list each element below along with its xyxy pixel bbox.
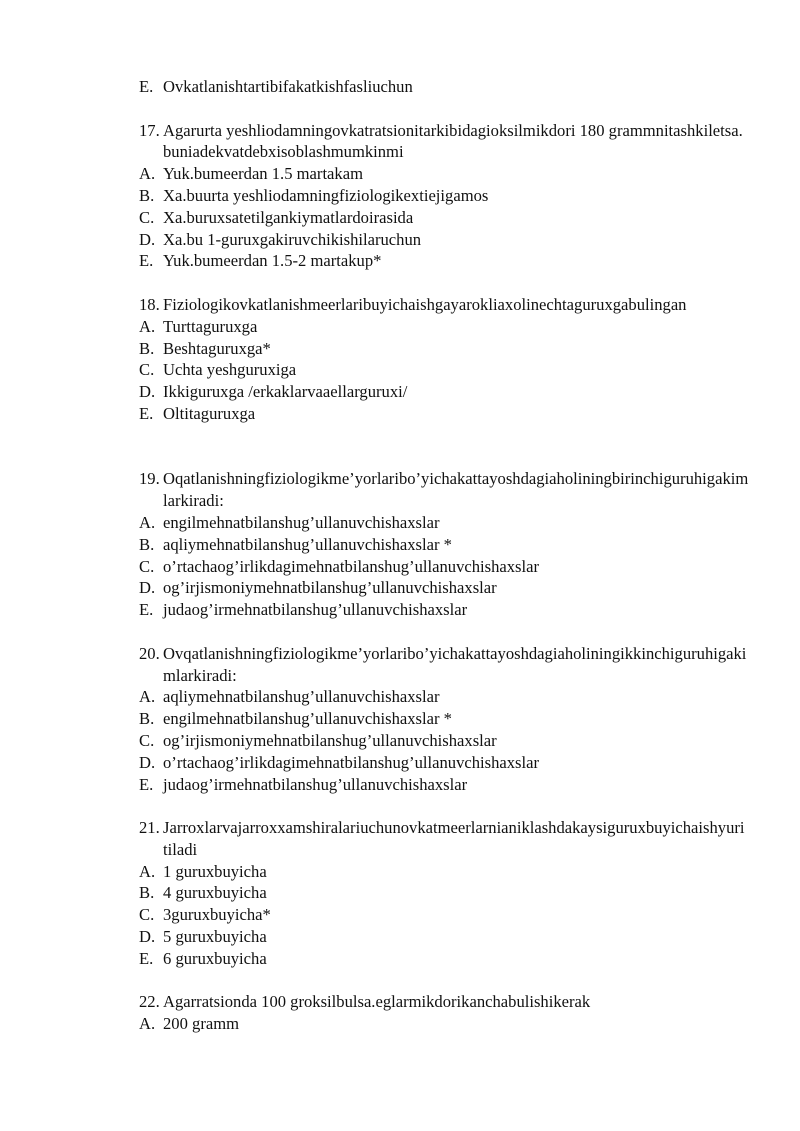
option-text: judaog’irmehnatbilanshug’ullanuvchishaxslar <box>163 774 468 794</box>
question-text: Agarurta yeshliodamningovkatratsionitarkibidagioksilmikdori 180 grammnitashkiletsa.buniadekvatdebxisoblashmumkinmi <box>163 120 743 162</box>
option-b <box>139 534 749 556</box>
option-e <box>139 403 749 425</box>
option-letter: C. <box>139 360 155 380</box>
option-text: og’irjismoniymehnatbilanshug’ullanuvchishaxslar <box>163 730 497 750</box>
option-letter: C. <box>139 905 155 925</box>
option-letter: B. <box>139 338 155 358</box>
option-letter: C. <box>139 556 155 576</box>
question-text-line <box>139 991 749 1013</box>
question-number: 18. <box>139 294 160 314</box>
option-text: Ovkatlanishtartibifakatkishfasliuchun <box>163 77 413 96</box>
option-e <box>139 250 749 272</box>
option-letter: B. <box>139 709 155 729</box>
option-e <box>139 599 749 621</box>
question-text-line <box>139 294 749 316</box>
question-20 <box>139 643 749 796</box>
question-number: 22. <box>139 992 160 1012</box>
option-c <box>139 556 749 578</box>
option-text: 5 guruxbuyicha <box>163 927 267 947</box>
option-text: o’rtachaog’irlikdagimehnatbilanshug’ullanuvchishaxslar <box>163 752 540 772</box>
question-text: Jarroxlarvajarroxxamshiralariuchunovkatmeerlarnianiklashdakaysiguruxbuyichaishyuritiladi <box>163 818 745 859</box>
question-17 <box>139 120 749 273</box>
option-text: engilmehnatbilanshug’ullanuvchishaxslar <box>163 512 440 532</box>
option-text: 3guruxbuyicha* <box>163 905 271 925</box>
option-text: Ikkiguruxga /erkaklarvaaellarguruxi/ <box>163 382 408 402</box>
option-b <box>139 882 749 904</box>
option-text: Oltitaguruxga <box>163 403 256 423</box>
question-text-line <box>139 817 749 861</box>
question-number: 20. <box>139 643 160 663</box>
option-letter: A. <box>139 512 156 532</box>
option-d <box>139 577 749 599</box>
option-text: Xa.buruxsatetilgankiymatlardoirasida <box>163 207 414 227</box>
question-number: 19. <box>139 469 160 489</box>
question-19 <box>139 468 749 621</box>
option-text: o’rtachaog’irlikdagimehnatbilanshug’ullanuvchishaxslar <box>163 556 540 576</box>
option-letter: A. <box>139 861 156 881</box>
option-letter: E. <box>139 403 154 423</box>
option-text: aqliymehnatbilanshug’ullanuvchishaxslar <box>163 687 440 707</box>
option-letter: E. <box>139 251 154 271</box>
option-letter: B. <box>139 185 155 205</box>
option-text: Xa.buurta yeshliodamningfiziologikextiejigamos <box>163 185 489 205</box>
option-letter: B. <box>139 534 155 554</box>
option-c <box>139 904 749 926</box>
option-text: 4 guruxbuyicha <box>163 883 267 903</box>
option-text: 200 gramm <box>163 1014 240 1034</box>
option-letter: E. <box>139 774 154 794</box>
option-d <box>139 926 749 948</box>
option-text: Turttaguruxga <box>163 316 258 336</box>
option-letter: D. <box>139 752 156 772</box>
option-a <box>139 163 749 185</box>
option-letter: E. <box>139 77 154 96</box>
question-22 <box>139 991 749 1035</box>
option-letter: D. <box>139 229 156 249</box>
option-text: 6 guruxbuyicha <box>163 948 267 968</box>
option-a <box>139 686 749 708</box>
option-text: Uchta yeshguruxiga <box>163 360 297 380</box>
option-b <box>139 338 749 360</box>
option-text: 1 guruxbuyicha <box>163 861 267 881</box>
option-text: Yuk.bumeerdan 1.5 martakam <box>163 164 363 184</box>
option-letter: D. <box>139 382 156 402</box>
option-text: judaog’irmehnatbilanshug’ullanuvchishaxslar <box>163 600 468 620</box>
option-b <box>139 185 749 207</box>
option-a <box>139 861 749 883</box>
option-a <box>139 512 749 534</box>
option-d <box>139 229 749 251</box>
option-text: og’irjismoniymehnatbilanshug’ullanuvchishaxslar <box>163 578 497 598</box>
option-e <box>139 948 749 970</box>
lead-option <box>139 76 749 98</box>
option-letter: E. <box>139 948 154 968</box>
question-number: 21. <box>139 818 160 838</box>
question-number: 17. <box>139 120 160 140</box>
option-c <box>139 207 749 229</box>
question-text-line <box>139 643 749 687</box>
question-text: Fiziologikovkatlanishmeerlaribuyichaishgayarokliaxolinechtaguruxgabulingan <box>163 294 687 314</box>
option-text: Xa.bu 1-guruxgakiruvchikishilaruchun <box>163 229 422 249</box>
option-letter: B. <box>139 883 155 903</box>
option-letter: A. <box>139 687 156 707</box>
question-21 <box>139 817 749 970</box>
question-text: Agarratsionda 100 groksilbulsa.eglarmikdorikanchabulishikerak <box>163 992 591 1012</box>
option-b <box>139 708 749 730</box>
option-text: aqliymehnatbilanshug’ullanuvchishaxslar * <box>163 534 452 554</box>
question-text: Ovqatlanishningfiziologikme’yorlaribo’yichakattayoshdagiaholiningikkinchiguruhigakimlarkiradi: <box>163 643 747 685</box>
option-letter: C. <box>139 730 155 750</box>
option-letter: A. <box>139 164 156 184</box>
question-text-line <box>139 468 749 512</box>
option-a <box>139 1013 749 1035</box>
option-letter: A. <box>139 316 156 336</box>
option-letter: C. <box>139 207 155 227</box>
document-page <box>139 76 749 1035</box>
option-e <box>139 774 749 796</box>
question-text: Oqatlanishningfiziologikme’yorlaribo’yichakattayoshdagiaholiningbirinchiguruhigakimlarkiradi: <box>163 469 749 511</box>
option-text: engilmehnatbilanshug’ullanuvchishaxslar * <box>163 709 452 729</box>
question-18 <box>139 294 749 425</box>
option-letter: D. <box>139 578 156 598</box>
option-letter: E. <box>139 600 154 620</box>
option-text: Beshtaguruxga* <box>163 338 271 358</box>
option-letter: A. <box>139 1014 156 1034</box>
option-c <box>139 359 749 381</box>
option-d <box>139 381 749 403</box>
option-d <box>139 752 749 774</box>
option-c <box>139 730 749 752</box>
question-text-line <box>139 120 749 164</box>
option-a <box>139 316 749 338</box>
option-text: Yuk.bumeerdan 1.5-2 martakup* <box>163 251 382 271</box>
option-letter: D. <box>139 927 156 947</box>
